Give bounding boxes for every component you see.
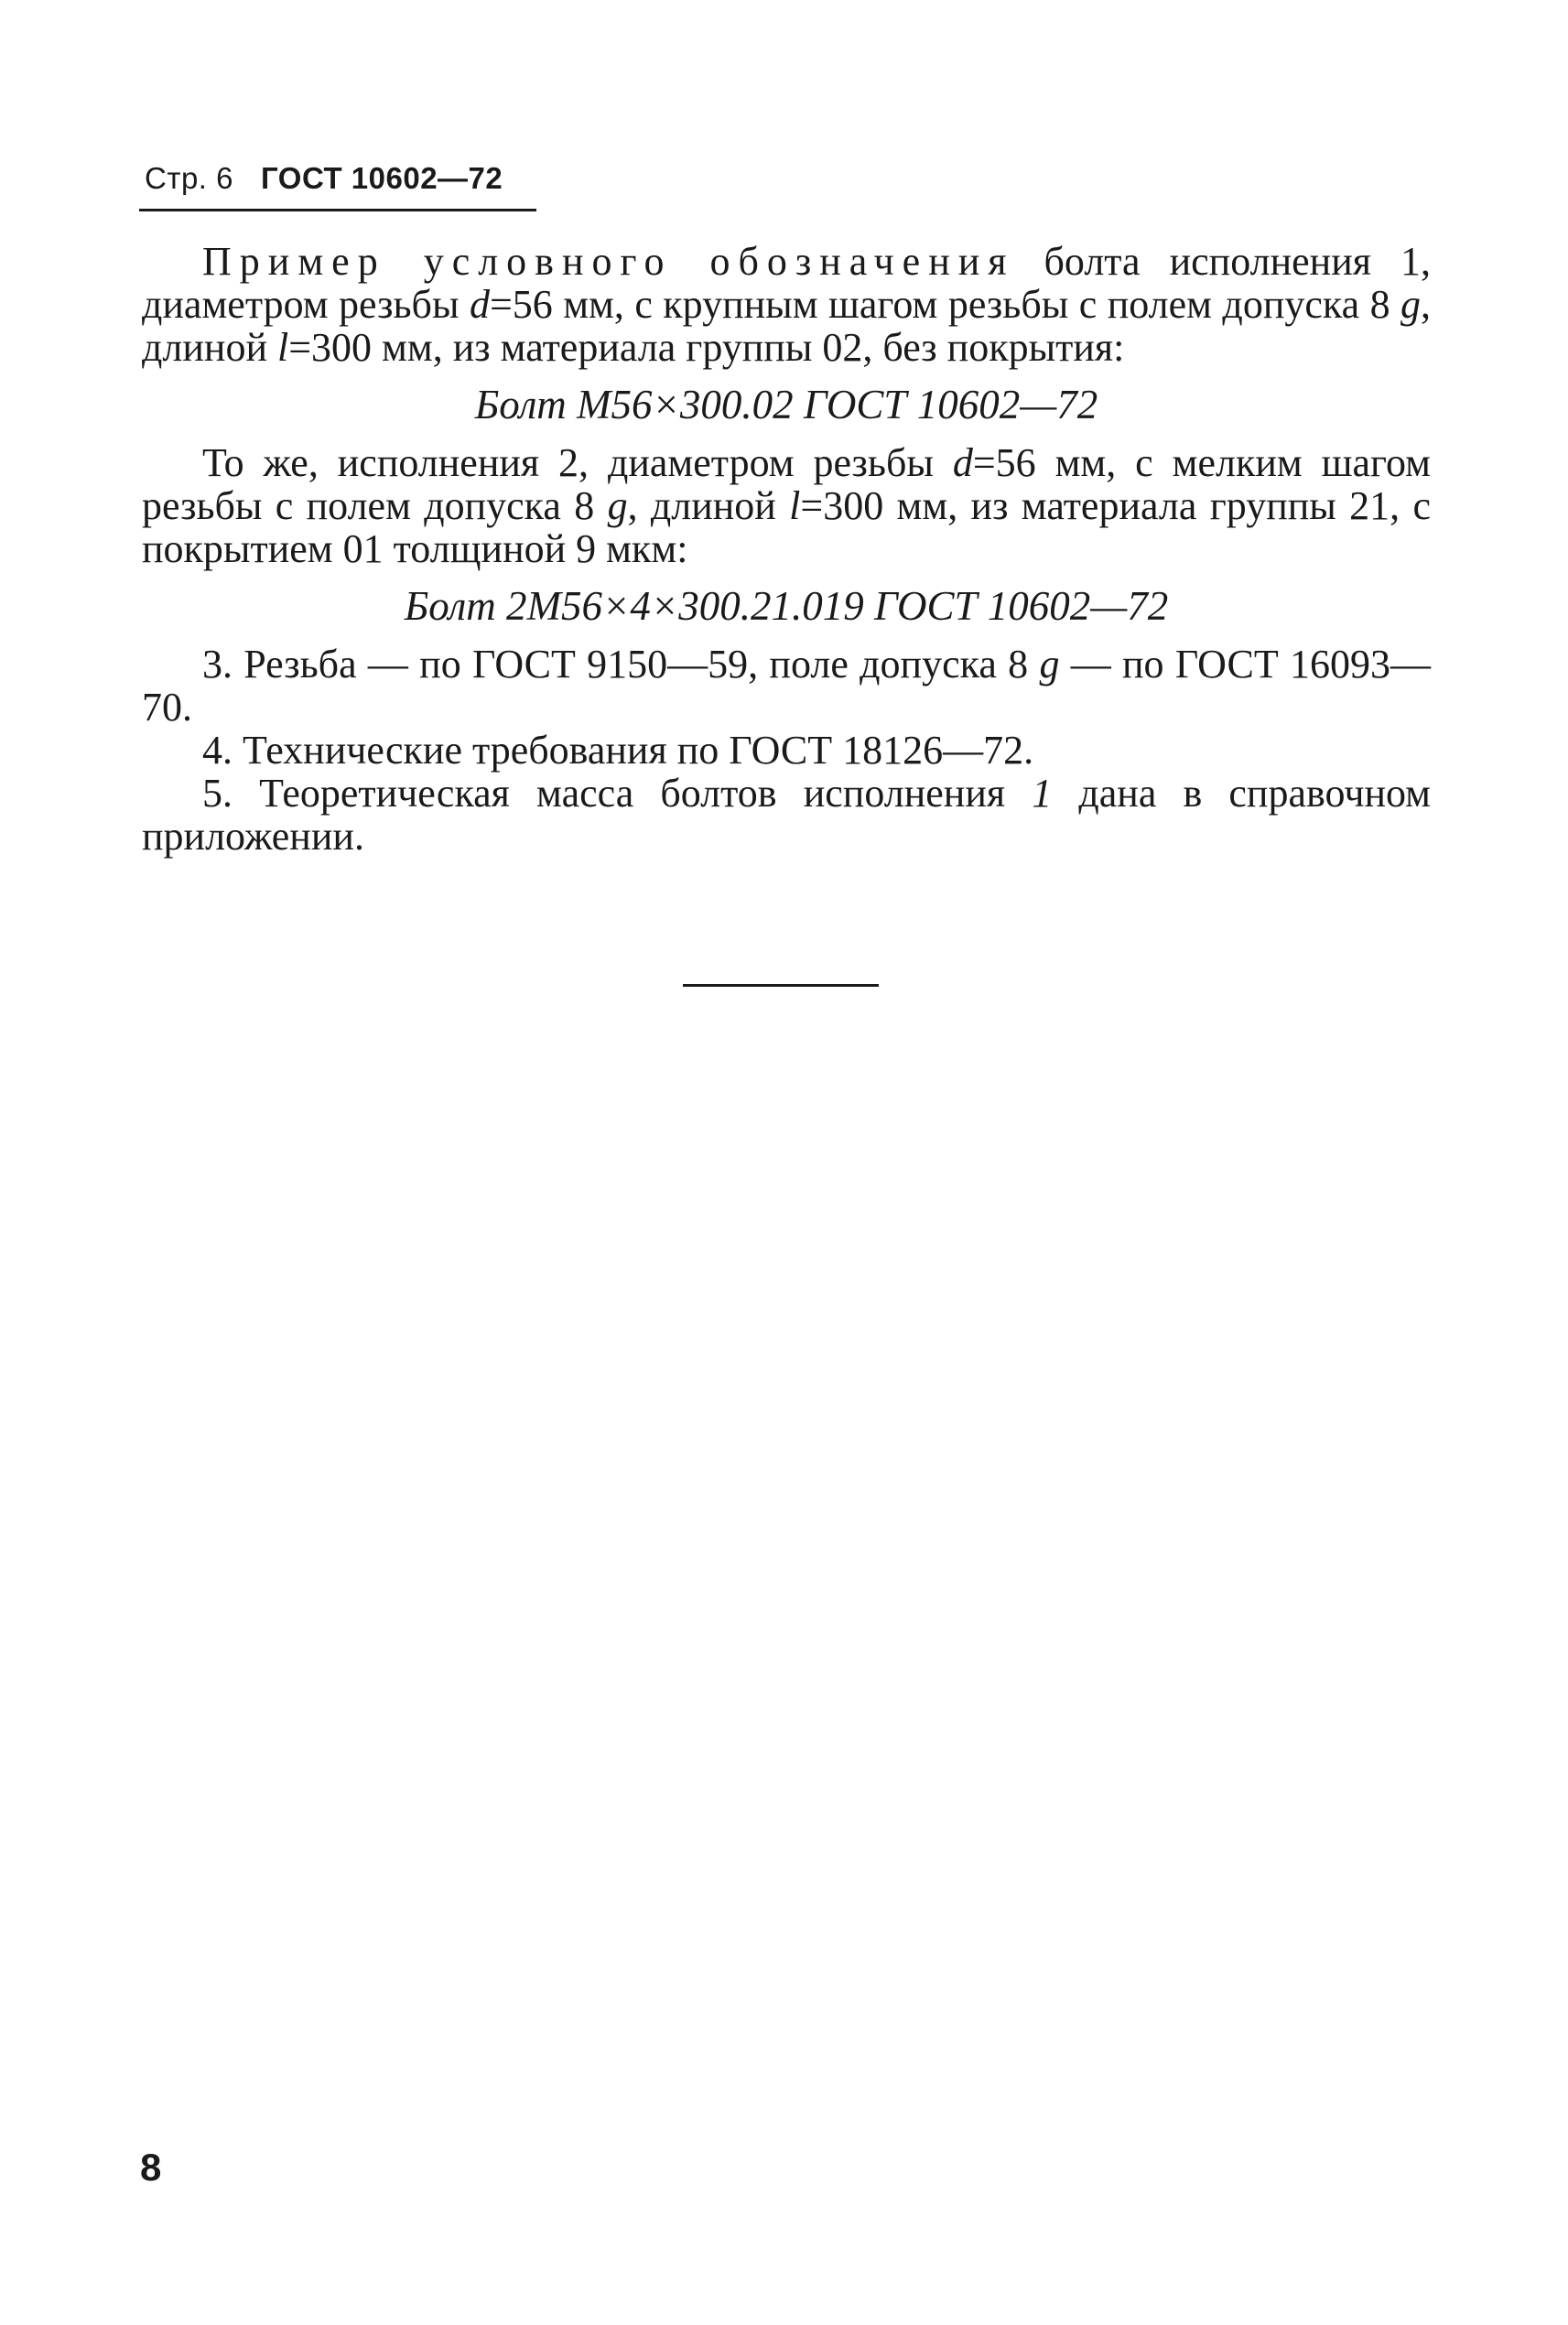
example1-text2: =56 мм, с крупным шагом резьбы с полем допуска 8 — [489, 282, 1401, 327]
example2-text4: =300 мм, из материала группы 21, с покрытием 01 толщиной 9 мкм: — [142, 483, 1431, 571]
example1-text4: =300 мм, из материала группы 02, без покрытия: — [288, 325, 1125, 370]
var-l: l — [276, 325, 289, 370]
var-g: g — [1400, 282, 1422, 327]
running-header — [145, 161, 503, 196]
example2-text3: , длиной — [627, 483, 790, 528]
document-body — [142, 240, 1431, 858]
page-label: Стр. 6 — [145, 161, 233, 195]
example-paragraph-1 — [142, 240, 1431, 369]
example2-text1: То же, исполнения 2, диаметром резьбы — [202, 440, 953, 485]
example-lead: Пример условного обозначения — [202, 239, 1015, 284]
var-l: l — [789, 483, 801, 528]
example1-text3: , длиной — [142, 282, 1432, 370]
item5-text2: дана в справочном приложении. — [142, 771, 1432, 859]
page-number: 8 — [140, 2146, 162, 2189]
var-g: g — [607, 483, 628, 528]
var-g: g — [1039, 642, 1060, 687]
example1-text1: болта исполнения 1, диаметром резьбы — [142, 239, 1431, 327]
var-d: d — [952, 440, 973, 485]
designation-formula-1: Болт М56×300.02 ГОСТ 10602—72 — [474, 382, 1098, 427]
item5-text1: 5. Теоретическая масса болтов исполнения — [202, 771, 1033, 816]
item-4: 4. Технические требования по ГОСТ 18126—72. — [202, 728, 1034, 773]
designation-formula-2: Болт 2М56×4×300.21.019 ГОСТ 10602—72 — [404, 583, 1169, 629]
item-5 — [142, 772, 1431, 858]
var-d: d — [469, 282, 490, 327]
example2-text2: =56 мм, с мелким шагом резьбы с полем допуска 8 — [142, 440, 1431, 528]
item-3 — [142, 643, 1431, 729]
end-rule — [683, 984, 879, 987]
item3-text2: — по ГОСТ 16093—70. — [142, 642, 1431, 730]
example-paragraph-2 — [142, 441, 1431, 570]
header-rule — [139, 209, 536, 211]
standard-number: ГОСТ 10602—72 — [261, 161, 503, 195]
item3-text1: 3. Резьба — по ГОСТ 9150—59, поле допуска 8 — [202, 642, 1040, 687]
var-1: 1 — [1032, 771, 1053, 816]
